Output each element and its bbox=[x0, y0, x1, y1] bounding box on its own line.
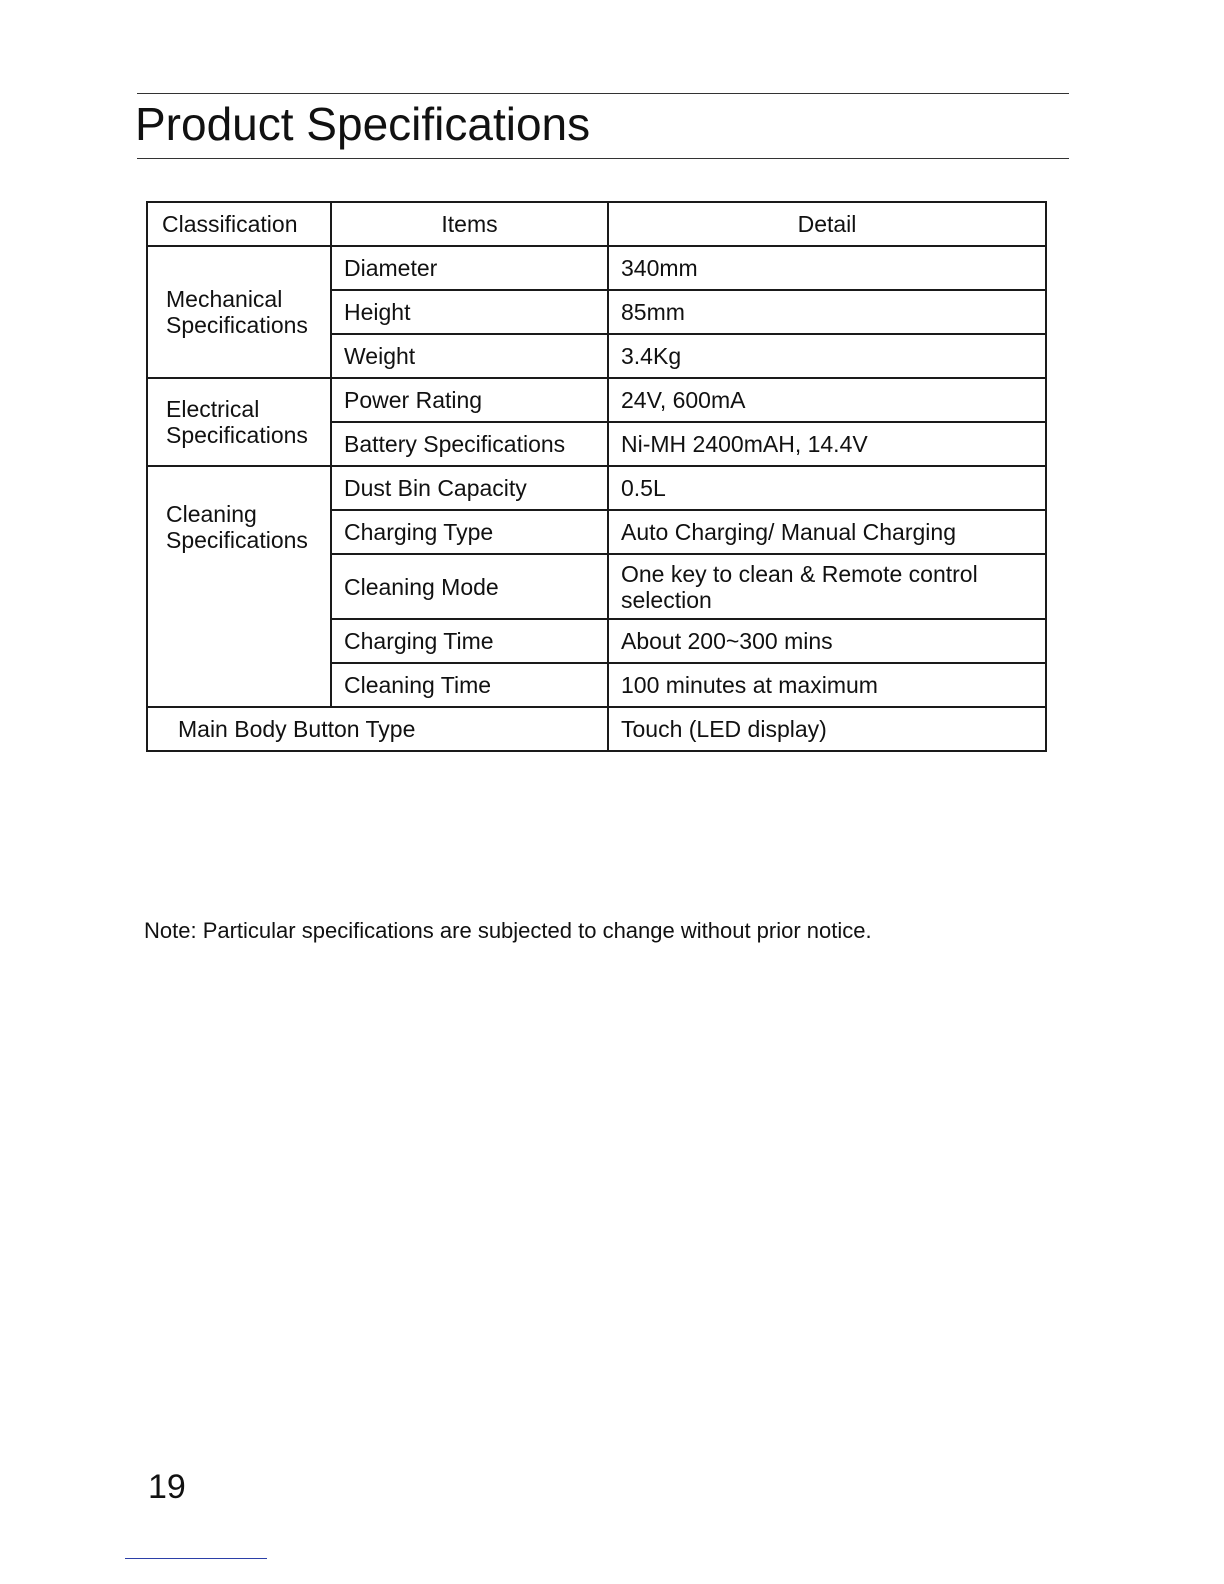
detail-cell: 24V, 600mA bbox=[608, 378, 1046, 422]
title-bottom-rule bbox=[137, 158, 1069, 159]
specifications-note: Note: Particular specifications are subjected to change without prior notice. bbox=[144, 918, 872, 943]
detail-cell: Auto Charging/ Manual Charging bbox=[608, 510, 1046, 554]
table-row bbox=[147, 466, 1046, 510]
table-header-row bbox=[147, 202, 1046, 246]
item-cell: Cleaning Mode bbox=[331, 554, 608, 619]
detail-cell: Ni-MH 2400mAH, 14.4V bbox=[608, 422, 1046, 466]
page-title: Product Specifications bbox=[135, 98, 591, 150]
table-row bbox=[147, 378, 1046, 422]
main-body-button-type-label: Main Body Button Type bbox=[147, 707, 608, 751]
specifications-table bbox=[146, 201, 1047, 752]
item-cell: Cleaning Time bbox=[331, 663, 608, 707]
title-top-rule bbox=[137, 93, 1069, 94]
table-row bbox=[147, 707, 1046, 751]
detail-cell: 100 minutes at maximum bbox=[608, 663, 1046, 707]
header-detail: Detail bbox=[608, 202, 1046, 246]
group-label-electrical: Electrical Specifications bbox=[147, 378, 331, 466]
group-label-mechanical: Mechanical Specifications bbox=[147, 246, 331, 378]
item-cell: Charging Type bbox=[331, 510, 608, 554]
item-cell: Diameter bbox=[331, 246, 608, 290]
header-classification: Classification bbox=[147, 202, 331, 246]
detail-cell: 340mm bbox=[608, 246, 1046, 290]
detail-cell: One key to clean & Remote control selection bbox=[608, 554, 1046, 619]
detail-cell: 0.5L bbox=[608, 466, 1046, 510]
detail-cell: Touch (LED display) bbox=[608, 707, 1046, 751]
item-cell: Height bbox=[331, 290, 608, 334]
detail-cell: About 200~300 mins bbox=[608, 619, 1046, 663]
table-row bbox=[147, 246, 1046, 290]
detail-cell: 85mm bbox=[608, 290, 1046, 334]
item-cell: Weight bbox=[331, 334, 608, 378]
item-cell: Dust Bin Capacity bbox=[331, 466, 608, 510]
item-cell: Charging Time bbox=[331, 619, 608, 663]
item-cell: Power Rating bbox=[331, 378, 608, 422]
detail-cell: 3.4Kg bbox=[608, 334, 1046, 378]
group-label-cleaning: Cleaning Specifications bbox=[147, 466, 331, 707]
header-items: Items bbox=[331, 202, 608, 246]
item-cell: Battery Specifications bbox=[331, 422, 608, 466]
page-number: 19 bbox=[148, 1468, 186, 1506]
footer-line bbox=[125, 1558, 267, 1559]
